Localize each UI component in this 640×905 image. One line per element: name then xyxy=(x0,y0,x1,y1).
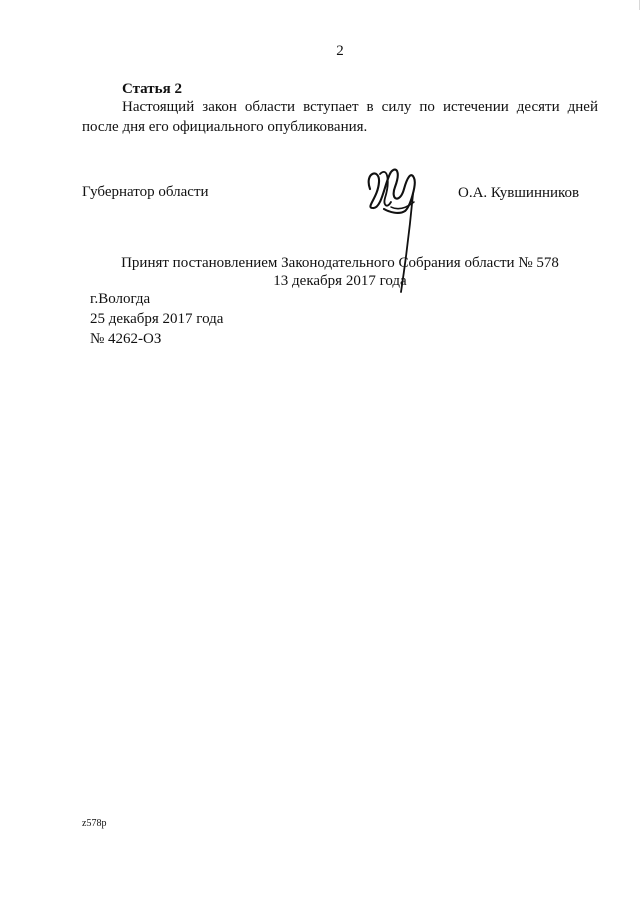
issuance-details xyxy=(90,289,223,349)
adoption-line-resolution: Принят постановлением Законодательного Собрания области № 578 xyxy=(121,255,559,271)
article-body: Настоящий закон области вступает в силу по истечении десяти дней после дня его официального опубликования. xyxy=(82,99,598,135)
governor-title: Губернатор области xyxy=(82,184,209,200)
law-number: № 4262-ОЗ xyxy=(90,331,162,347)
page-number: 2 xyxy=(336,43,344,59)
issuance-date: 25 декабря 2017 года xyxy=(90,311,224,327)
governor-name: О.А. Кувшинников xyxy=(458,185,580,201)
issuance-place: г.Вологда xyxy=(90,291,151,307)
adoption-line-date: 13 декабря 2017 года xyxy=(273,273,407,289)
adoption-statement xyxy=(82,254,598,290)
article-heading: Статья 2 xyxy=(122,81,182,97)
document-code: z578p xyxy=(82,818,107,829)
